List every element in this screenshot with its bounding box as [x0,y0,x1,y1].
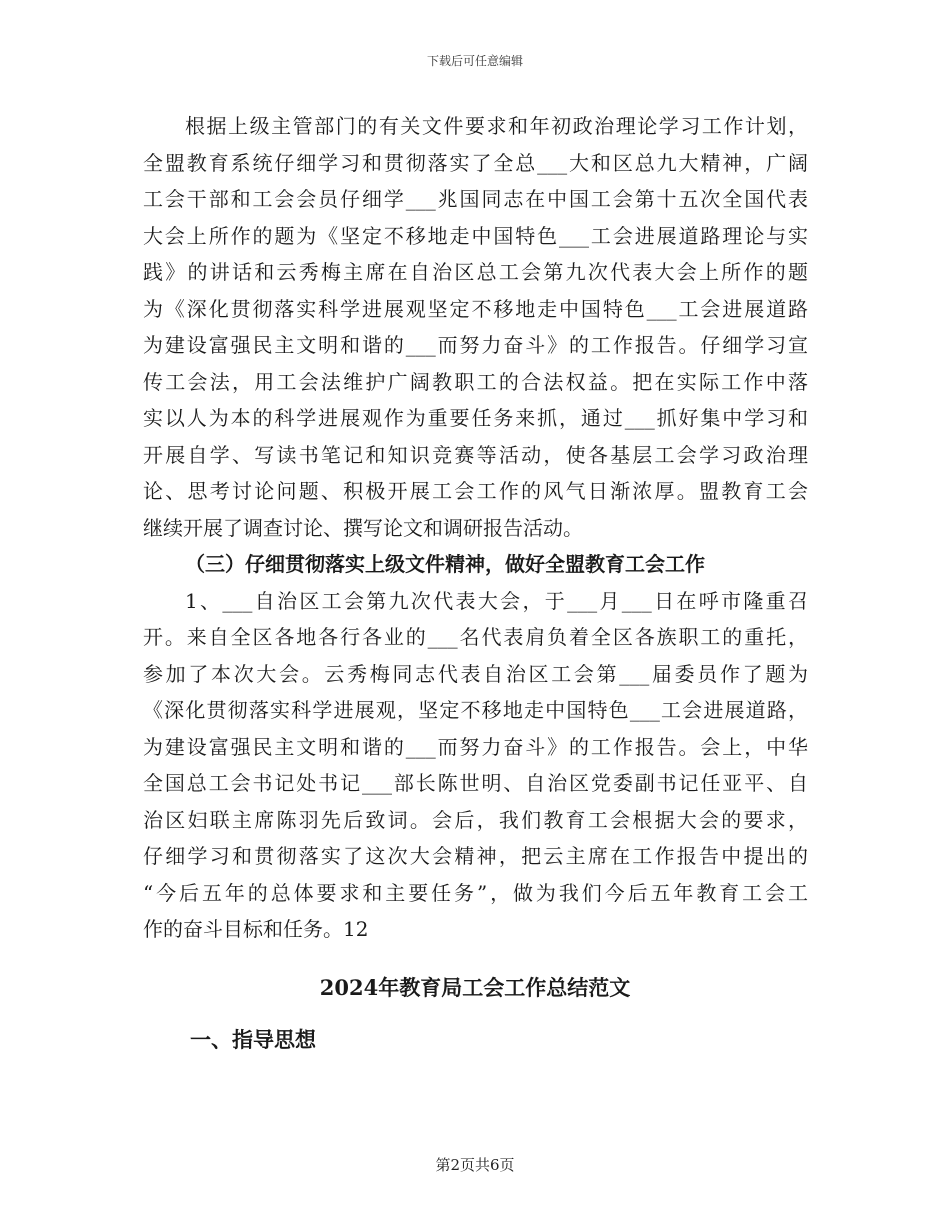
paragraph-line: 践》的讲话和云秀梅主席在自治区总工会第九次代表大会上所作的题 [143,260,808,284]
paragraph-line: 全盟教育系统仔细学习和贯彻落实了全总___大和区总九大精神，广阔 [143,150,808,175]
paragraph-line: “今后五年的总体要求和主要任务”，做为我们今后五年教育工会工 [143,880,808,905]
paragraph-line: 《深化贯彻落实科学进展观，坚定不移地走中国特色___工会进展道路， [143,698,808,722]
paragraph-line: 继续开展了调查讨论、撰写论文和调研报告活动。 [143,515,583,540]
paragraph-line: 根据上级主管部门的有关文件要求和年初政治理论学习工作计划， [185,114,808,138]
paragraph-line: 参加了本次大会。云秀梅同志代表自治区工会第___届委员作了题为 [143,661,808,686]
paragraph-line: 为建设富强民主文明和谐的___而努力奋斗》的工作报告。仔细学习宣 [143,333,808,357]
paragraph-line: 为《深化贯彻落实科学进展观坚定不移地走中国特色___工会进展道路 [143,296,808,321]
paragraph-line: 全国总工会书记处书记___部长陈世明、自治区党委副书记任亚平、自 [143,771,808,795]
paragraph-line: 传工会法，用工会法维护广阔教职工的合法权益。把在实际工作中落 [143,369,808,394]
paragraph-line: 作的奋斗目标和任务。12 [143,917,369,941]
paragraph-line: 工会干部和工会会员仔细学___兆国同志在中国工会第十五次全国代表 [143,187,808,211]
section-heading: 一、指导思想 [190,1027,316,1052]
paragraph-line: 大会上所作的题为《坚定不移地走中国特色___工会进展道路理论与实 [143,223,808,248]
page-number: 第2页共6页 [435,1156,515,1174]
subheading: （三）仔细贯彻落实上级文件精神，做好全盟教育工会工作 [185,552,705,576]
paragraph-line: 治区妇联主席陈羽先后致词。会后，我们教育工会根据大会的要求， [143,807,808,832]
paragraph-line: 开展自学、写读书笔记和知识竞赛等活动，使各基层工会学习政治理 [143,442,808,467]
page-header-note: 下载后可任意编辑 [426,54,523,68]
paragraph-line: 实以人为本的科学进展观作为重要任务来抓，通过___抓好集中学习和 [143,406,808,430]
paragraph-line: 论、思考讨论问题、积极开展工会工作的风气日渐浓厚。盟教育工会 [143,479,808,503]
paragraph-line: 为建设富强民主文明和谐的___而努力奋斗》的工作报告。会上，中华 [143,734,808,759]
document-body [143,108,808,948]
paragraph-line: 1、___自治区工会第九次代表大会，于___月___日在呼市隆重召 [185,588,808,613]
paragraph-line: 仔细学习和贯彻落实了这次大会精神，把云主席在工作报告中提出的 [143,844,808,868]
paragraph-line: 开。来自全区各地各行各业的___名代表肩负着全区各族职工的重托， [143,625,808,649]
document-title: 2024年教育局工会工作总结范文 [319,975,631,1000]
